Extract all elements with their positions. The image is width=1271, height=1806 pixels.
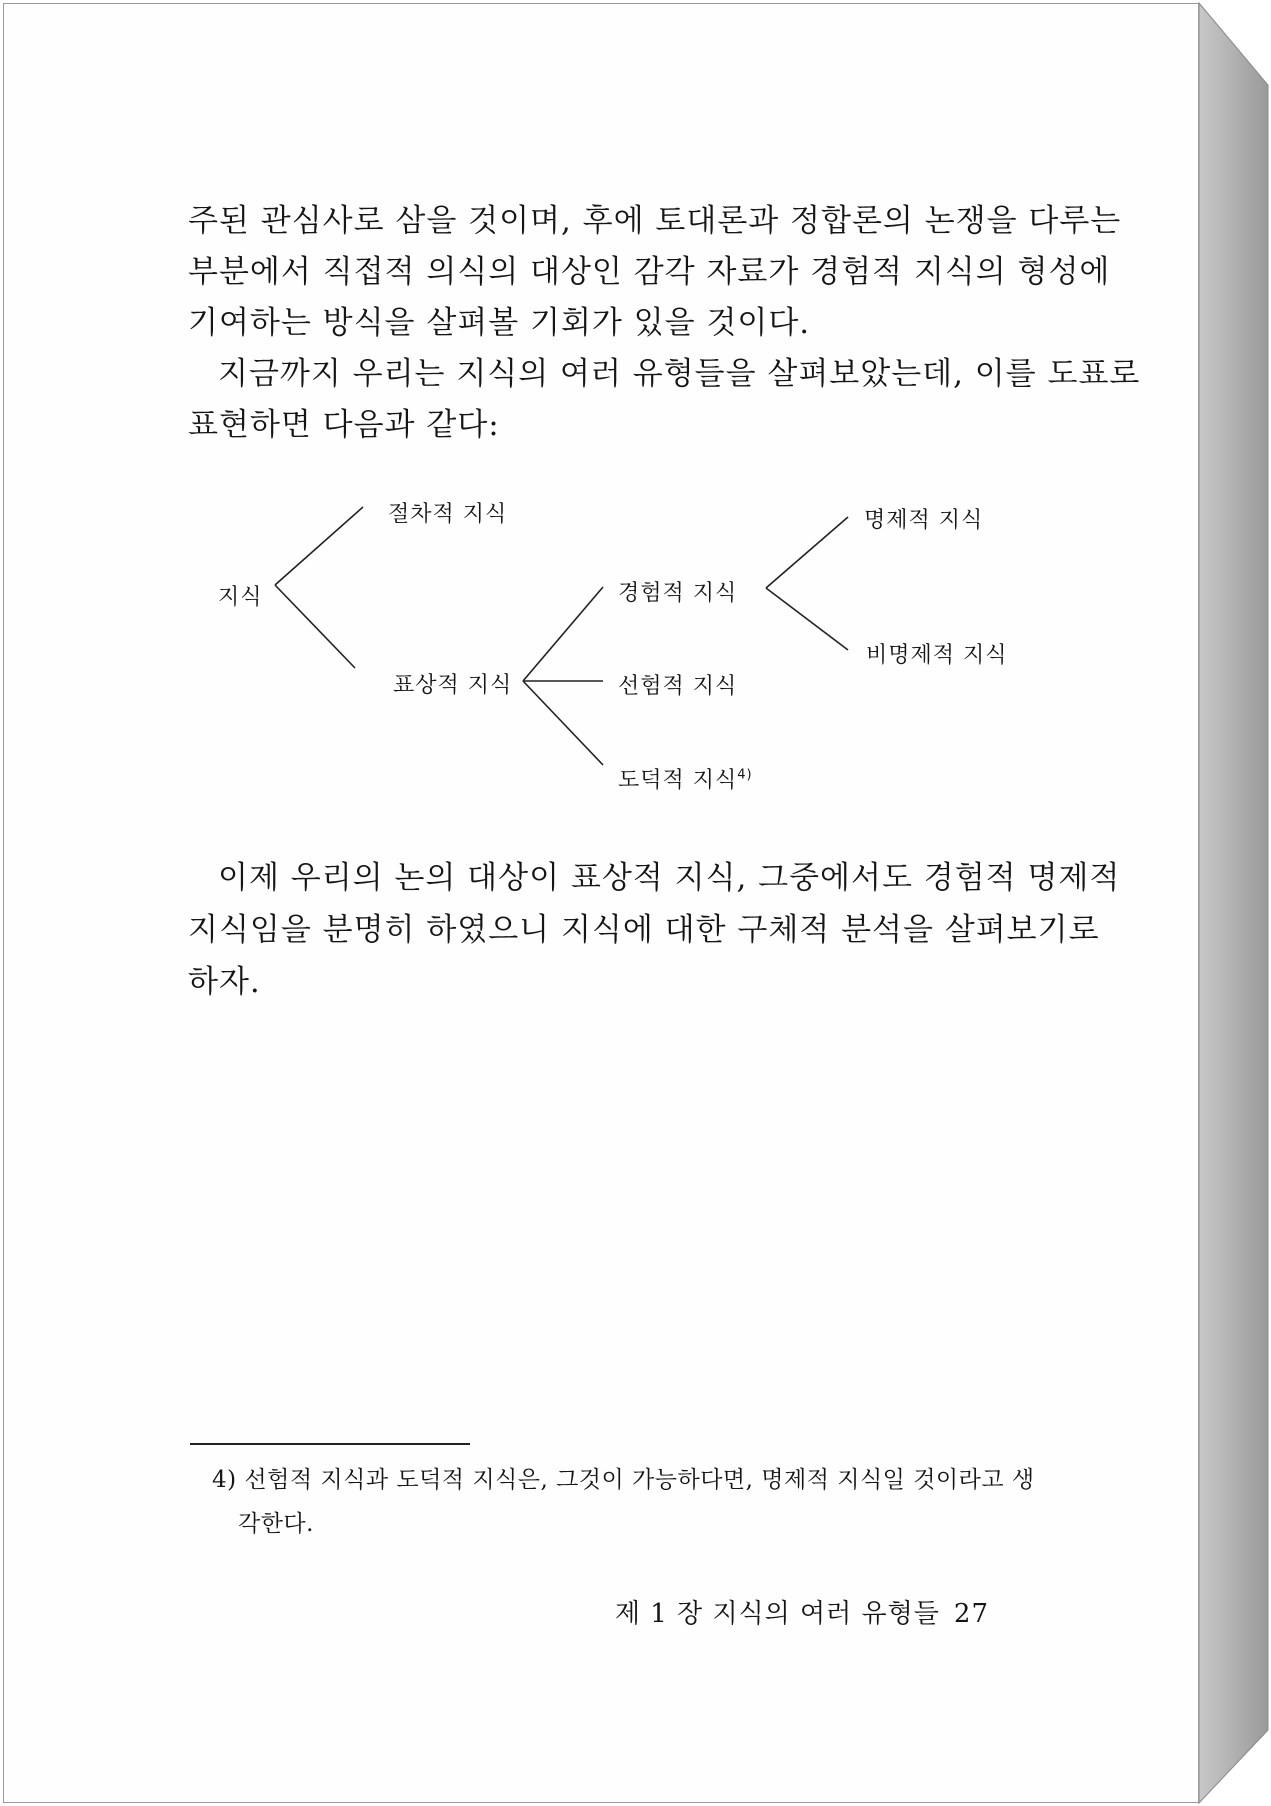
connector-root-procedural [275,507,363,585]
diagram-node-non-propositional: 비명제적 지식 [866,643,1008,668]
body-line-3: 기여하는 방식을 살펴볼 기회가 있을 것이다. [188,305,811,341]
body-line-5: 표현하면 다음과 같다: [188,407,500,443]
connector-representational-empirical [523,587,603,681]
diagram-node-moral-label: 도덕적 지식 [618,768,738,793]
page-number: 27 [953,1599,989,1629]
connector-representational-moral [523,681,603,765]
diagram-node-empirical: 경험적 지식 [618,581,738,606]
body-line-1: 주된 관심사로 삼을 것이며, 후에 토대론과 정합론의 논쟁을 다루는 [188,203,1122,239]
diagram-node-moral [618,763,753,794]
diagram-node-knowledge: 지식 [218,585,263,610]
body-line-2: 부분에서 직접적 의식의 대상인 감각 자료가 경험적 지식의 형성에 [188,254,1111,290]
diagram-node-propositional: 명제적 지식 [864,508,984,533]
connector-empirical-nonpropositional [766,588,848,650]
footnote-divider [190,1443,470,1445]
footnote-line-1: 4) 선험적 지식과 도덕적 지식은, 그것이 가능하다면, 명제적 지식일 것이라고 생 [212,1467,1035,1493]
footnote-line-2: 각한다. [238,1511,314,1537]
connector-empirical-propositional [766,517,848,588]
body-line-8: 하자. [188,964,261,1000]
diagram-node-apriori: 선험적 지식 [618,674,738,699]
running-footer [615,1593,989,1630]
body-line-4: 지금까지 우리는 지식의 여러 유형들을 살펴보았는데, 이를 도표로 [218,356,1141,392]
diagram-node-representational: 표상적 지식 [393,673,513,698]
body-line-6: 이제 우리의 논의 대상이 표상적 지식, 그중에서도 경험적 명제적 [218,860,1121,896]
connector-root-representational [275,585,355,668]
footnote-reference-4: 4) [737,767,753,783]
body-line-7: 지식임을 분명히 하였으니 지식에 대한 구체적 분석을 살펴보기로 [188,912,1100,948]
chapter-title: 제 1 장 지식의 여러 유형들 [614,1599,940,1629]
diagram-node-procedural: 절차적 지식 [388,502,508,527]
